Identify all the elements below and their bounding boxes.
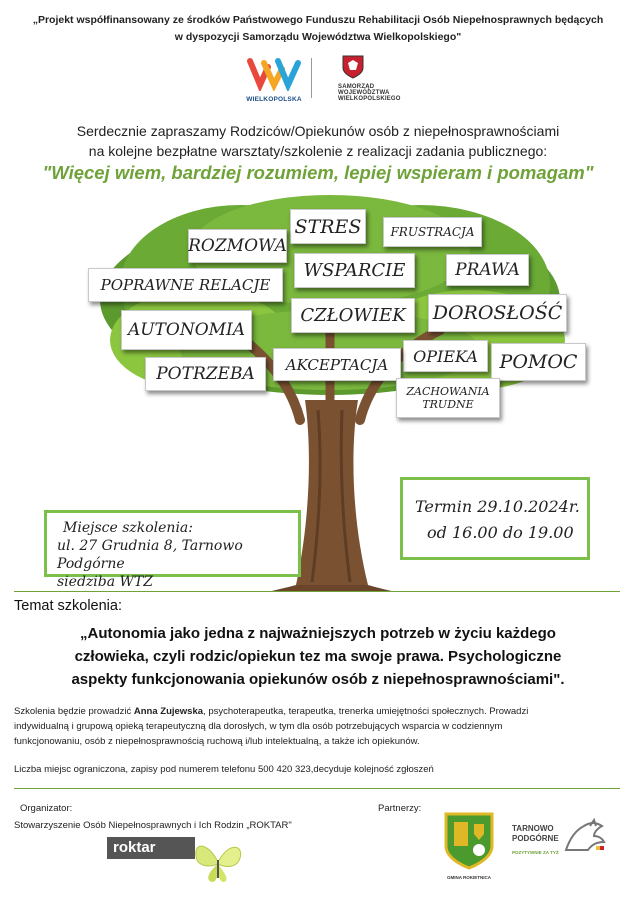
organizer-label: Organizator: [20,803,73,814]
invitation-line-1: Serdecznie zapraszamy Rodziców/Opiekunów osób z niepełnosprawnościami [76,123,560,139]
topic-line-2: człowieka, czyli rodzic/opiekun tez ma swoje prawa. Psychologiczne [74,648,562,665]
trainer-description [14,704,626,749]
gmina-rokietnica-logo [444,812,494,882]
wielkopolska-logo [244,55,304,101]
word-card-zachowania-trudne [396,378,500,418]
wielkopolska-w-icon [244,55,304,91]
samorzad-text-1: SAMORZĄD [338,84,375,90]
trainer-description-line-3: funkcjonowaniu, osób z niepełnosprawnością ruchową i/lub intelektualną, a także ich opiekunów. [14,736,420,747]
topic-heading: Temat szkolenia: [14,598,122,614]
word-card-doroslosc: DOROSŁOŚĆ [428,294,567,332]
word-card-wsparcie: WSPARCIE [294,253,415,288]
word-card-frustracja: FRUSTRACJA [383,217,482,247]
section-divider [14,591,620,592]
butterfly-icon [190,838,246,884]
trainer-lead: Szkolenia będzie prowadzić [14,706,134,717]
word-card-akceptacja: AKCEPTACJA [273,348,401,381]
tarnowo-text-2: PODGÓRNE [512,834,559,843]
tarnowo-tagline: POZYTYWNIE ZA TYŻ [512,850,559,855]
trainer-rest: , psychoterapeutka, terapeutka, trenerka umiejętności społecznych. Prowadzi [203,706,529,717]
venue-label: Miejsce szkolenia: [63,520,193,536]
workshop-motto: "Więcej wiem, bardziej rozumiem, lepiej wspieram i pomagam" [42,162,594,183]
organizer-name: Stowarzyszenie Osób Niepełnosprawnych i Ich Rodzin „ROKTAR" [14,820,292,831]
places-limit-note: Liczba miejsc ograniczona, zapisy pod numerem telefonu 500 420 323,decyduje kolejność zgłoszeń [14,764,434,775]
term-box [400,477,590,560]
word-card-opieka: OPIEKA [403,340,488,372]
word-card-poprawne-relacje: POPRAWNE RELACJE [88,268,283,302]
logo-divider [311,58,312,98]
topic-line-1: „Autonomia jako jedna z najważniejszych potrzeb w życiu każdego [80,625,556,642]
invitation-line-2: na kolejne bezpłatne warsztaty/szkolenie z realizacji zadania publicznego: [88,143,548,159]
venue-box [44,510,301,590]
term-date: Termin 29.10.2024r. [415,497,580,516]
gmina-rokietnica-text: GMINA ROKIETNICA [446,875,492,880]
partners-label: Partnerzy: [378,803,422,814]
gmina-shield-icon [444,812,494,870]
griffin-icon [560,816,608,856]
roktar-logo: roktar [107,837,195,859]
word-card-autonomia: AUTONOMIA [121,310,252,350]
wielkopolska-logo-text: WIELKOPOLSKA [246,96,302,103]
word-card-zachowania-line1: ZACHOWANIA [406,385,490,398]
word-card-prawa: PRAWA [446,254,529,286]
word-card-pomoc: POMOC [491,343,586,381]
word-card-stres: STRES [290,209,366,244]
samorzad-logo [338,55,401,102]
term-hours: od 16.00 do 19.00 [427,523,574,542]
footer-divider [14,788,620,789]
tarnowo-text-1: TARNOWO [512,824,554,833]
word-card-zachowania-line2: TRUDNE [422,398,474,411]
coat-of-arms-icon [342,55,364,79]
project-funding-line-1: „Projekt współfinansowany ze środków Państwowego Funduszu Rehabilitacji Osób Niepełnosprawnych będących [32,14,604,26]
project-funding-line-2: w dyspozycji Samorządu Województwa Wielkopolskiego" [174,31,462,43]
word-card-potrzeba: POTRZEBA [145,357,266,391]
word-card-rozmowa: ROZMOWA [188,229,287,263]
word-card-czlowiek: CZŁOWIEK [291,298,415,333]
topic-line-3: aspekty funkcjonowania opiekunów osób z niepełnosprawnościami". [71,671,565,688]
trainer-description-line-2: indywidualną i grupową opieką terapeutyczną dla dorosłych, w tym dla osób potrzebujących wsparcia w codziennym [14,721,503,732]
trainer-name: Anna Zujewska [133,706,204,717]
venue-place: siedziba WTZ [57,574,153,590]
samorzad-text-3: WIELKOPOLSKIEGO [338,96,401,102]
trainer-description-line-1 [14,704,626,719]
samorzad-text-2: WOJEWÓDZTWA [338,90,390,96]
venue-address: ul. 27 Grudnia 8, Tarnowo Podgórne [57,538,243,572]
